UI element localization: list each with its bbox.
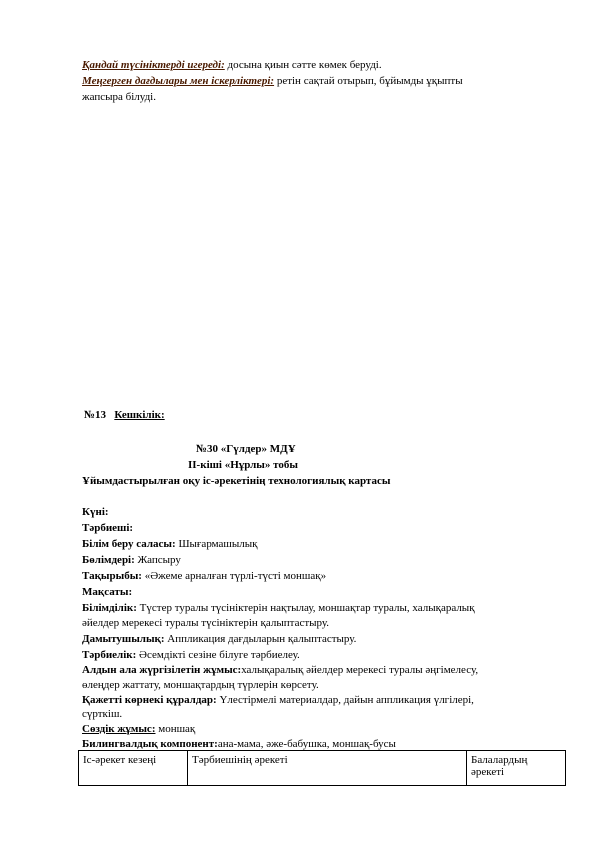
pre-label: Алдын ала жүргізілетін жұмыс: [82, 664, 242, 676]
edu-text-2: әйелдер мерекесі туралы түсініктерін қалыптастыру. [82, 617, 330, 629]
vis-text-2: сүрткіш. [82, 708, 123, 720]
vis-label: Қажетті көрнекі құралдар: [82, 694, 217, 706]
concepts-text: досына қиын сәтте көмек беруді. [224, 59, 382, 71]
group-name: ІІ-кіші «Нұрлы» тобы [188, 459, 298, 471]
area-text: Шығармашылық [175, 538, 258, 550]
edu-label: Білімділік: [82, 602, 137, 614]
concepts-label: Қандай түсініктерді игереді: [82, 59, 225, 71]
vocab-line [82, 723, 195, 736]
school-name: №30 «Гүлдер» МДҰ [196, 443, 296, 455]
lesson-number: №13 [84, 409, 107, 421]
topic-line [82, 570, 326, 583]
document-title: Ұйымдастырылған оқу іс-әрекетінің технологиялық картасы [82, 475, 391, 487]
teacher-label: Тәрбиеші: [82, 522, 134, 534]
topic-label: Тақырыбы: [82, 570, 142, 582]
skills-label: Меңгерген дағдылары мен іскерліктері: [82, 75, 275, 87]
intro-line-2 [82, 75, 463, 88]
date-label: Күні: [82, 506, 109, 518]
pre-line [82, 664, 478, 677]
intro-line-1 [82, 59, 382, 72]
section-line [82, 554, 181, 567]
section-text: Жапсыру [134, 554, 181, 566]
dev-text: Аппликация дағдыларын қалыптастыру. [164, 633, 357, 645]
bil-label: Билингвалдық компонент: [82, 738, 218, 750]
area-line [82, 538, 258, 551]
table-header-row [79, 751, 566, 786]
pre-text-1: халықаралық әйелдер мерекесі туралы әңгімелесу, [241, 664, 479, 676]
vocab-label: Сөздік жұмыс: [82, 723, 156, 735]
upb-label: Тәрбиелік: [82, 649, 137, 661]
vis-line [82, 694, 474, 707]
goals-label: Мақсаты: [82, 586, 133, 598]
intro-line-3: жапсыра білуді. [82, 91, 156, 103]
edu-text-1: Түстер туралы түсініктерін нақтылау, моншақтар туралы, халықаралық [136, 602, 475, 614]
vis-text-1: Үлестірмелі материалдар, дайын аппликация үлгілері, [216, 694, 474, 706]
section-label: Бөлімдері: [82, 554, 135, 566]
upb-text: Әсемдікті сезіне білуге тәрбиелеу. [136, 649, 300, 661]
table-header-teacher: Тәрбиешінің әрекеті [188, 751, 467, 786]
area-label: Білім беру саласы: [82, 538, 176, 550]
lesson-number-line [84, 409, 165, 422]
plan-table [78, 750, 566, 786]
vocab-text: моншақ [155, 723, 196, 735]
table-header-children: Балалардың әрекеті [467, 751, 566, 786]
upb-line [82, 649, 300, 662]
bil-text: ана-мама, әже-бабушка, моншақ-бусы [217, 738, 396, 750]
topic-text: «Әжеме арналған түрлі-түсті моншақ» [141, 570, 327, 582]
dev-line [82, 633, 356, 646]
dev-label: Дамытушылық: [82, 633, 165, 645]
evening-label: Кешкілік: [114, 409, 165, 421]
pre-text-2: өлеңдер жаттату, моншақтардың түрлерін көрсету. [82, 679, 319, 691]
edu-line [82, 602, 532, 615]
skills-text: ретін сақтай отырып, бұйымды ұқыпты [274, 75, 463, 87]
table-header-stage: Іс-әрекет кезеңі [79, 751, 188, 786]
